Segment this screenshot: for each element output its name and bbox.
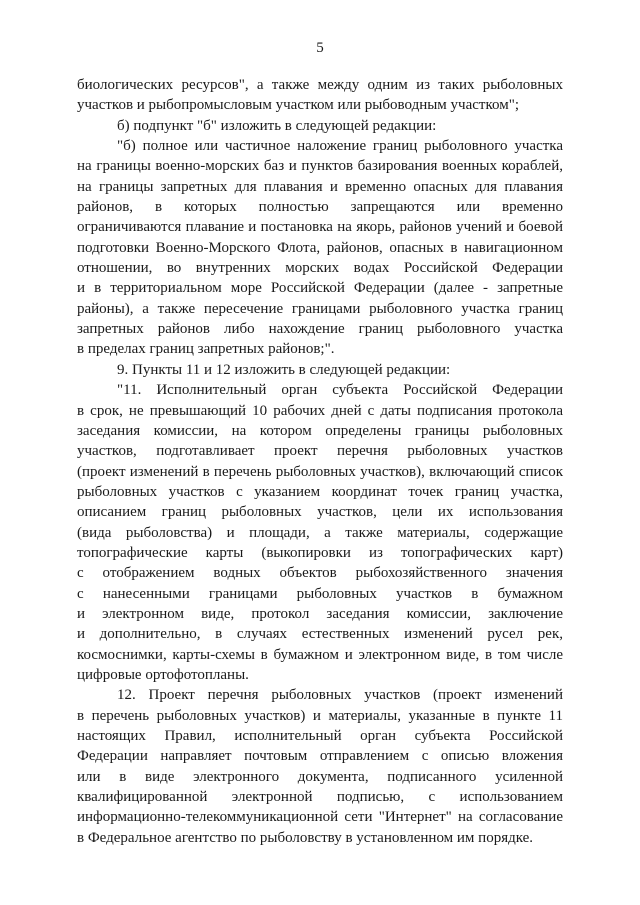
text-line: в срок, не превышающий 10 рабочих дней с даты подписания протокола <box>77 402 563 419</box>
text-line: или в виде электронного документа, подписанного усиленной <box>77 768 563 785</box>
text-line: (проект изменений в перечень рыболовных участков), включающий список <box>77 463 563 480</box>
text-line: подготовки Военно-Морского Флота, районов, опасных в навигационном <box>77 239 563 256</box>
text-line: космоснимки, карты-схемы в бумажном и электронном виде, в том числе <box>77 646 563 663</box>
text-line: Федерации направляет почтовым отправлением с описью вложения <box>77 748 563 765</box>
text-line: на границы военно-морских баз и пунктов базирования военных кораблей, <box>77 158 563 175</box>
text-line: рыболовных участков с указанием координат точек границ участка, <box>77 483 563 500</box>
text-line: описанием границ рыболовных участков, цели их использования <box>77 504 563 521</box>
text-line: с отображением водных объектов рыбохозяйственного значения <box>77 565 563 582</box>
document-body <box>77 75 563 848</box>
text-line: информационно-телекоммуникационной сети "Интернет" на согласование <box>77 809 563 826</box>
text-line: 9. Пункты 11 и 12 изложить в следующей редакции: <box>117 361 451 378</box>
text-line: "б) полное или частичное наложение границ рыболовного участка <box>117 138 563 155</box>
text-line: 12. Проект перечня рыболовных участков (проект изменений <box>117 687 563 704</box>
text-line: и в территориальном море Российской Федерации (далее - запретные <box>77 280 563 297</box>
text-line: настоящих Правил, исполнительный орган субъекта Российской <box>77 728 563 744</box>
text-line: запретных районов либо нахождение границ рыболовного участка <box>77 321 563 338</box>
text-line: районов, в которых полностью запрещаются или временно <box>77 199 563 216</box>
text-line: б) подпункт "б" изложить в следующей редакции: <box>117 117 437 134</box>
text-line: районы), а также пересечение границами рыболовного участка границ <box>77 300 563 317</box>
page-number: 5 <box>316 40 324 56</box>
text-line: цифровые ортофотопланы. <box>77 666 249 683</box>
text-line: заседания комиссии, на котором определены границы рыболовных <box>77 422 563 439</box>
text-line: и электронном виде, протокол заседания комиссии, заключение <box>77 605 563 622</box>
text-line: квалифицированной электронной подписью, с использованием <box>77 789 563 806</box>
text-line: в перечень рыболовных участков) и материалы, указанные в пункте 11 <box>77 707 563 724</box>
text-line: участков, подготавливает проект перечня рыболовных участков <box>77 443 563 460</box>
text-line: (вида рыболовства) и площади, а также материалы, содержащие <box>77 524 563 541</box>
text-line: биологических ресурсов", а также между одним из таких рыболовных <box>77 77 563 93</box>
text-line: и дополнительно, в случаях естественных изменений русел рек, <box>77 626 563 643</box>
text-line: в пределах границ запретных районов;". <box>77 341 335 358</box>
text-line: на границы запретных для плавания и временно опасных для плавания <box>77 178 563 195</box>
text-line: топографические карты (выкопировки из топографических карт) <box>77 544 563 561</box>
text-line: отношении, во внутренних морских водах Российской Федерации <box>77 260 563 277</box>
text-line: в Федеральное агентство по рыболовству в установленном им порядке. <box>77 829 534 846</box>
text-line: участков и рыбопромысловым участком или рыбоводным участком"; <box>77 97 519 114</box>
text-line: ограничиваются плавание и постановка на якорь, районов учений и боевой <box>77 219 563 236</box>
text-line: с нанесенными границами рыболовных участков в бумажном <box>77 585 563 602</box>
text-line: "11. Исполнительный орган субъекта Российской Федерации <box>117 382 563 399</box>
